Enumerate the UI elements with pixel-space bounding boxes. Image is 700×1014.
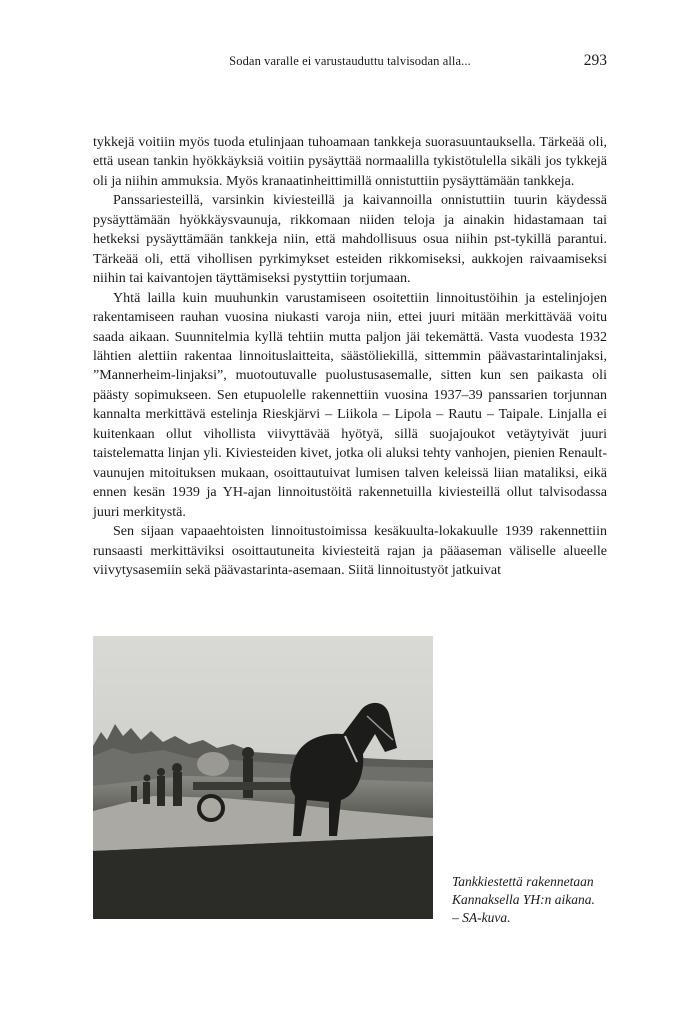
photograph-illustration <box>93 636 433 919</box>
running-title: Sodan varalle ei varustauduttu talvisodan alla... <box>229 54 471 68</box>
page-number: 293 <box>583 52 607 69</box>
paragraph: tykkejä voitiin myös tuoda etulinjaan tuhoamaan tankkeja suorasuuntauksella. Tärkeää oli, että usean tankin hyökkäyksiä voitiin pysäyttää normaalilla tykistötulella sikäli jos tykkejä oli ja niihin ammuksia. Myös kranaatinheittimillä onnistuttiin pysäyttämään tankkeja. <box>93 134 607 189</box>
photograph <box>93 636 433 919</box>
photo-caption <box>452 873 612 927</box>
caption-line: Kannaksella YH:n aikana. <box>452 892 595 907</box>
paragraph: Yhtä lailla kuin muuhunkin varustamiseen osoitettiin linnoitustöihin ja estelinjojen rakentamiseen rauhan vuosina niukasti varoja niin, ettei juuri mitään merkittävää voitu saada aikaan. Suunnitelmia kyllä tehtiin mutta paljon jäi tekemättä. Vasta vuodesta 1932 lähtien alettiin rakentaa linnoituslaitteita, säästöliekillä, sittemmin päävastarintalinjaksi, ”Mannerheim-linjaksi”, muotoutuvalle puolustusasemalle, sitten kun sen paikasta oli päästy sopimukseen. Sen etupuolelle rakennettiin vuosina 1937–39 panssarien torjunnan kannalta merkittävä estelinja Rieskjärvi – Liikola – Lipola – Rautu – Taipale. Linjalla ei kuitenkaan ollut vihollista viivyttävää hyötyä, sillä suojajoukot vetäytyivät juuri taistelematta linjan yli. Kiviesteiden kivet, jotka oli aluksi tehty vanhojen, pienien Renault-vaunujen mitoituksen mukaan, osoittautuivat lumisen talven keleissä liian mataliksi, eikä ennen kesän 1939 ja YH-ajan linnoitustöitä rakennetuilla kiviesteillä ollut talvisodassa juuri merkitystä. <box>93 289 607 520</box>
paragraph: Panssariesteillä, varsinkin kiviesteillä ja kaivannoilla onnistuttiin tuurin käydessä pysäyttämään hyökkäysvaunuja, rikkomaan niiden teloja ja ainakin hidastamaan tai hetkeksi pysäyttämään tankkeja niin, että mahdollisuus osua niihin pst-tykillä parantui. Tärkeää oli, että vihollisen pyrkimykset esteiden rikkomiseksi, aukkojen raivaamiseksi niihin tai kaivantojen täyttämiseksi pystyttiin torjumaan. <box>93 192 607 287</box>
body-text <box>93 133 607 580</box>
caption-line: – SA-kuva. <box>452 910 511 925</box>
paragraph: Sen sijaan vapaaehtoisten linnoitustoimissa kesäkuulta-lokakuulle 1939 rakennettiin runsaasti merkittäviksi osoittautuneita kiviesteitä rajan ja pääaseman väliselle alueelle viivytysasemiin sekä päävastarinta-asemaan. Siitä linnoitustyöt jatkuivat <box>93 523 607 578</box>
caption-line: Tankkiestettä rakennetaan <box>452 874 594 889</box>
running-head <box>0 52 700 72</box>
